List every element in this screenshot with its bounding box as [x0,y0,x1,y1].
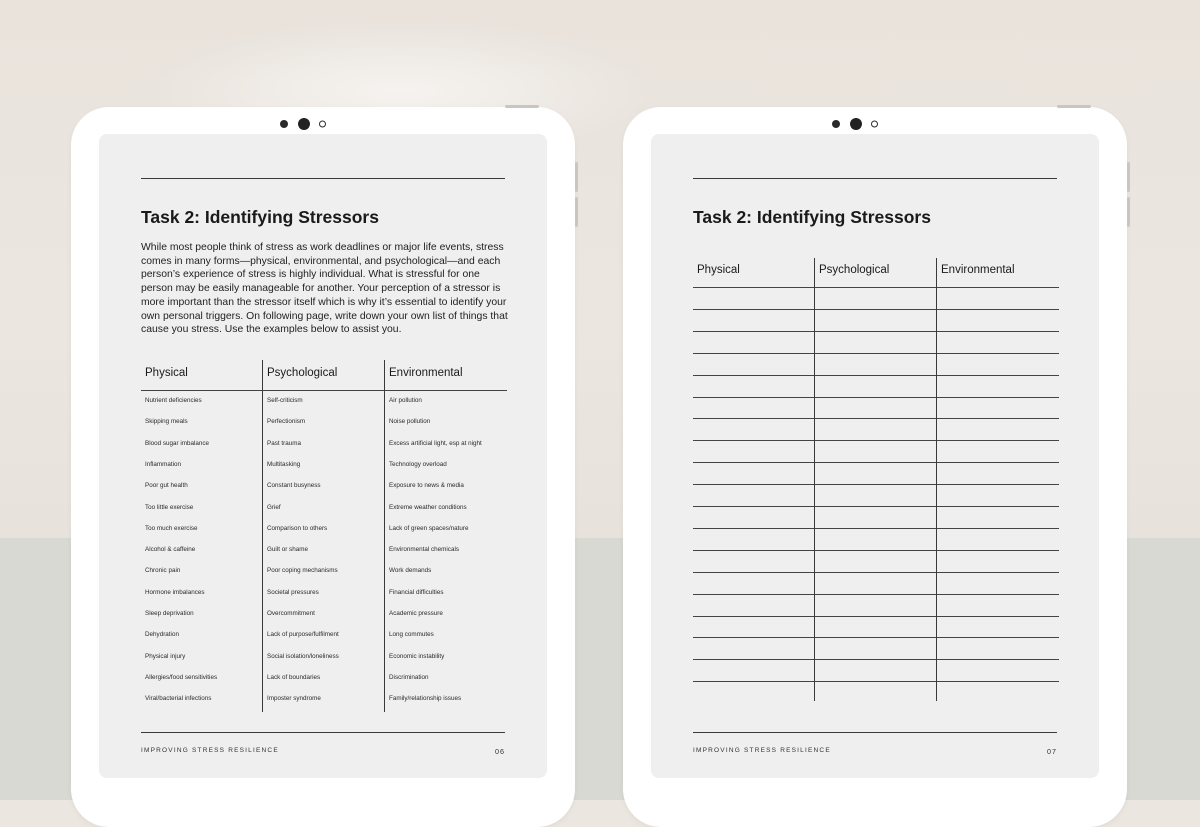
page-title: Task 2: Identifying Stressors [141,207,379,227]
writing-line [693,440,1059,441]
tablet-side-button [575,162,578,192]
table-cell: Academic pressure [389,610,443,617]
column-divider [262,360,263,712]
camera-lens [298,118,310,130]
top-rule [693,178,1057,179]
table-cell: Hormone imbalances [145,588,205,596]
table-cell: Financial difficulties [389,588,444,596]
tablet-side-button [1127,162,1130,192]
footer-title: IMPROVING STRESS RESILIENCE [693,747,831,754]
table-cell: Social isolation/loneliness [267,652,339,660]
column-header: Physical [145,367,188,379]
table-cell: Societal pressures [267,588,319,596]
table-cell: Lack of green spaces/nature [389,524,469,532]
tablet-side-button [1127,197,1130,227]
page-title: Task 2: Identifying Stressors [693,207,931,227]
page-number: 06 [495,747,505,756]
table-cell: Viral/bacterial infections [145,695,212,703]
table-cell: Comparison to others [267,524,328,532]
sensor-dot [871,121,878,128]
writing-line [693,616,1059,617]
writing-line [693,659,1059,660]
bottom-rule [141,732,505,733]
table-cell: Technology overload [389,460,447,468]
table-cell: Blood sugar imbalance [145,439,210,447]
camera-lens [850,118,862,130]
column-header: Environmental [941,264,1015,276]
table-cell: Skipping meals [145,418,188,426]
table-cell: Poor gut health [145,482,188,490]
sensor-dot [280,120,288,128]
screen-page-07 [651,134,1099,778]
column-divider [384,360,385,712]
writing-line [693,594,1059,595]
column-header: Psychological [819,264,890,276]
table-cell: Alcohol & caffeine [145,546,196,554]
table-cell: Self-criticism [267,397,303,404]
writing-line [693,637,1059,638]
writing-line [693,484,1059,485]
table-cell: Work demands [389,567,432,575]
tablet-right [623,107,1127,827]
writing-line [693,353,1059,354]
column-header: Physical [697,264,740,276]
table-cell: Lack of purpose/fulfilment [267,631,339,639]
table-cell: Discrimination [389,673,429,681]
table-cell: Poor coping mechanisms [267,567,338,575]
writing-line [693,309,1059,310]
table-cell: Allergies/food sensitivities [145,673,218,681]
table-cell: Too much exercise [145,524,198,532]
table-cell: Lack of boundaries [267,673,321,681]
table-cell: Exposure to news & media [389,482,464,490]
screen-page-06 [99,134,547,778]
header-divider [693,287,1059,288]
writing-line [693,462,1059,463]
table-cell: Constant busyness [267,482,321,490]
table-cell: Physical injury [145,652,186,660]
table-cell: Perfectionism [267,418,306,426]
writing-line [693,506,1059,507]
table-cell: Inflammation [145,460,182,468]
table-cell: Overcommitment [267,610,315,617]
writing-line [693,418,1059,419]
camera-bar [623,118,1127,130]
intro-paragraph: While most people think of stress as work deadlines or major life events, stress comes in many forms—physical, environmental, and psychological—and each person’s experience of stress is highly individual. What is stressful for one person may be easily manageable for another. Your perception of a stressor is more important than the stressor itself which is why it’s essential to identify your own personal triggers. On following page, write down your own list of things that cause you stress. Use the examples below to assist you. [141,242,508,336]
table-cell: Family/relationship issues [389,695,462,703]
table-cell: Imposter syndrome [267,695,321,703]
table-cell: Chronic pain [145,567,181,575]
writing-line [693,375,1059,376]
writing-line [693,331,1059,332]
tablet-top-button [505,105,539,108]
table-cell: Grief [267,503,281,511]
table-cell: Extreme weather conditions [389,503,467,511]
footer-title: IMPROVING STRESS RESILIENCE [141,747,279,754]
table-cell: Sleep deprivation [145,610,194,617]
header-divider [141,390,507,391]
writing-line [693,550,1059,551]
table-cell: Dehydration [145,631,179,639]
tablet-side-button [575,197,578,227]
table-cell: Air pollution [389,397,422,404]
writing-line [693,572,1059,573]
tablet-top-button [1057,105,1091,108]
table-cell: Nutrient deficiencies [145,397,202,404]
sensor-dot [832,120,840,128]
column-divider [936,258,937,701]
page-number: 07 [1047,747,1057,756]
table-cell: Past trauma [267,439,301,447]
writing-line [693,528,1059,529]
table-cell: Guilt or shame [267,546,308,554]
table-cell: Multitasking [267,460,301,468]
table-cell: Noise pollution [389,418,431,426]
table-cell: Environmental chemicals [389,546,459,554]
bottom-rule [693,732,1057,733]
column-divider [814,258,815,701]
table-cell: Too little exercise [145,503,194,511]
tablet-left [71,107,575,827]
column-header: Psychological [267,367,338,379]
sensor-dot [319,121,326,128]
writing-line [693,397,1059,398]
column-header: Environmental [389,367,463,379]
writing-line [693,681,1059,682]
table-cell: Long commutes [389,631,434,639]
top-rule [141,178,505,179]
table-cell: Economic instability [389,652,445,660]
camera-bar [71,118,575,130]
table-cell: Excess artificial light, esp at night [389,439,482,447]
